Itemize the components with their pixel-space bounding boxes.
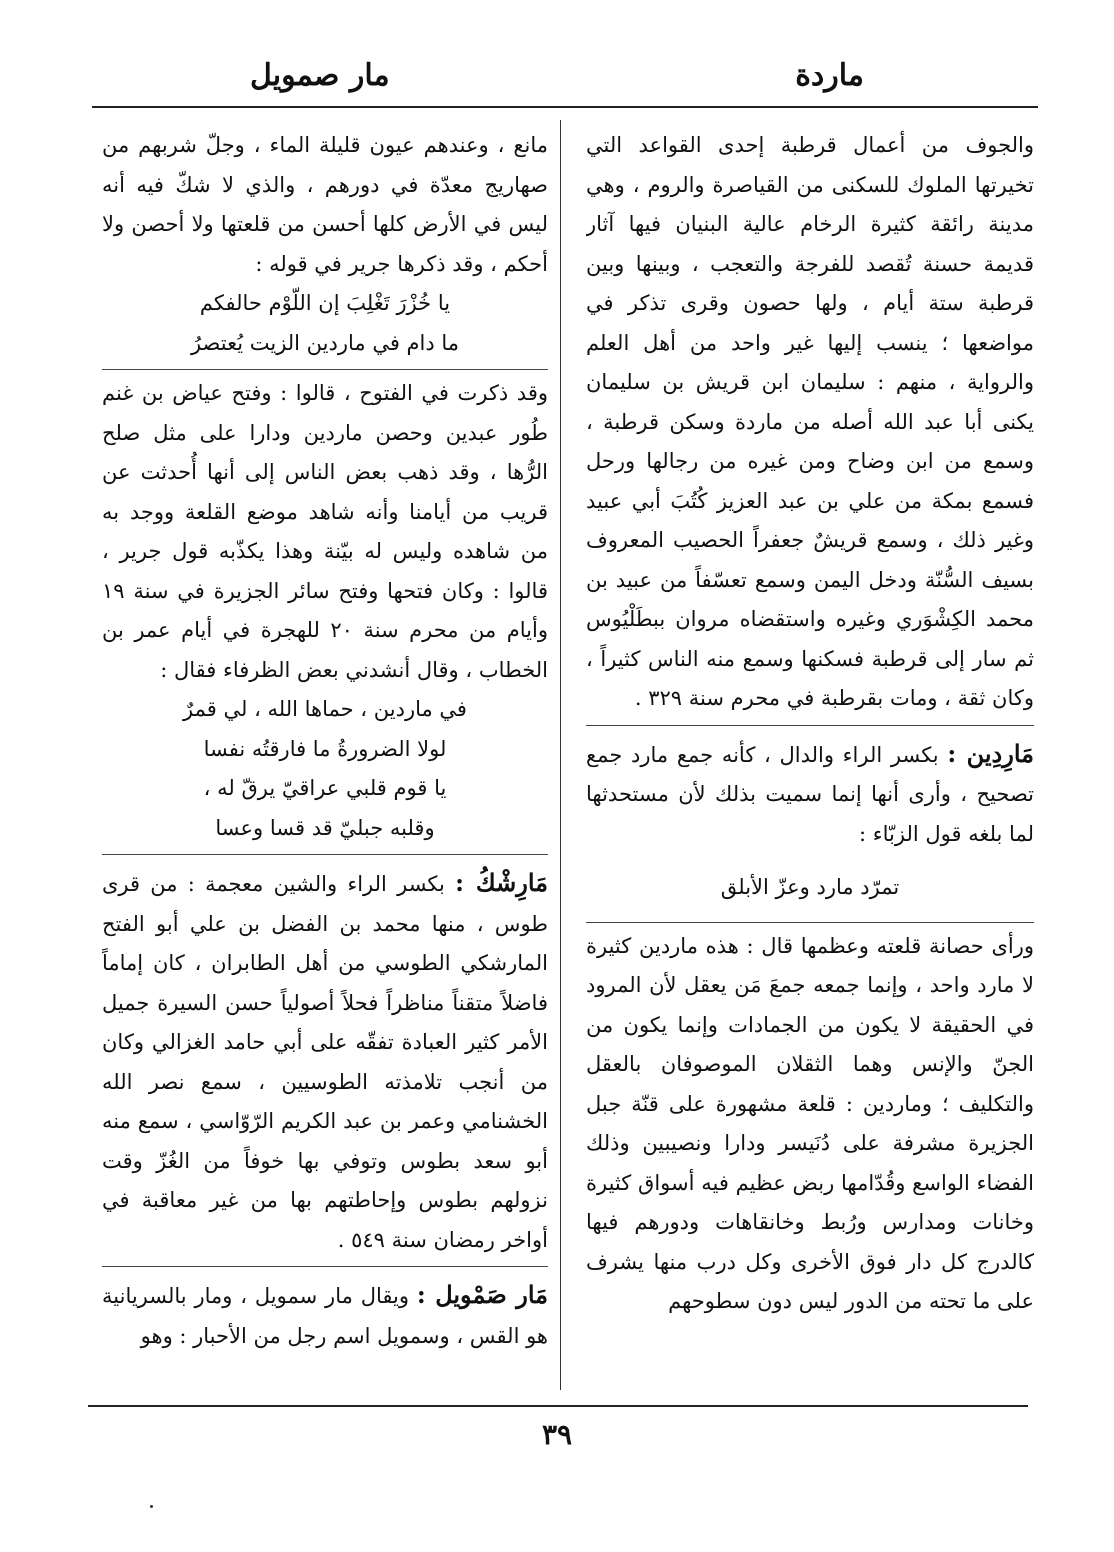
column-divider [560,120,561,1390]
paragraph: ورأى حصانة قلعته وعظمها قال : هذه ماردين كثيرة لا مارد واحد ، وإنما جمعه جمعَ مَن يعقل لأن المرود في الحقيقة لا يكون من الجمادات وإنما يكون من الجنّ والإنس وهما الثقلان الموصوفان بالعقل والتكليف ؛ وماردين : قلعة مشهورة على قنّة جبل الجزيرة مشرفة على دُنَيسر ودارا ونصيبين وذلك الفضاء الواسع وقُدّامها ربض عظيم فيه أسواق كثيرة وخانات ومدارس ورُبط وخانقاهات ودورهم فيها كالدرج كل دار فوق الأخرى وكل درب منها يشرف على ما تحته من الدور ليس دون سطوحهم [586,933,1034,1313]
verse-line: في ماردين ، حماها الله ، لي قمرٌ [183,697,467,721]
left-column [102,126,548,1396]
running-header-left: مار صمويل [250,58,390,93]
entry-headword: مَار صَمْويل : [416,1280,548,1309]
paragraph: والجوف من أعمال قرطبة إحدى القواعد التي تخيرتها الملوك للسكنى من القياصرة والروم ، وهي مدينة رائقة كثيرة الرخام عالية البنيان فيها آثار قديمة حسنة تُقصد للفرجة والتعجب ، وبينها وبين قرطبة ستة أيام ، ولها حصون وقرى تذكر في مواضعها ؛ ينسب إليها غير واحد من أهل العلم والرواية ، منهم : سليمان ابن قريش بن سليمان يكنى أبا عبد الله أصله من ماردة وسكن قرطبة ، وسمع من ابن وضاح ومن غيره من رجالها ورحل فسمع بمكة من علي بن عبد العزيز كُتُبَ أبي عبيد وغير ذلك ، وسمع قريشٌ جعفراً الحصيب المعروف بسيف السُّنّة ودخل اليمن وسمع تعسّفاً من عبيد بن محمد الكِشْوَري وغيره واستقضاه مروان ببطَلْيُوس ثم سار إلى قرطبة فسكنها وسمع منه الناس كثيراً ، وكان ثقة ، ومات بقرطبة في محرم سنة ٣٢٩ . [586,133,1034,710]
footer-rule [88,1405,1028,1407]
entry-marishk [102,863,548,1260]
entry-headword: مَارِدِين : [947,738,1034,768]
verse-line: تمرّد مارد وعزّ الأبلق [720,875,900,899]
entry-maridin [586,734,1034,855]
page-number: ٣٩ [541,1418,573,1451]
verse-line: وقلبه جبليّ قد قسا وعسا [215,815,435,840]
print-speck [150,1505,153,1508]
header-rule [92,106,1038,108]
verse-line: لولا الضرورةُ ما فارقتُه نفسا [203,736,447,761]
paragraph: مانع ، وعندهم عيون قليلة الماء ، وجلّ شربهم من صهاريج معدّة في دورهم ، والذي لا شكّ فيه أنه ليس في الأرض كلها أحسن من قلعتها ولا أحصن ولا أحكم ، وقد ذكرها جرير في قوله : [102,133,548,276]
entry-text: بكسر الراء والدال ، كأنه جمع مارد جمع تصحيح ، وأرى أنها إنما سميت بذلك لأن مستحدثها لما بلغه قول الزبّاء : [586,742,1034,846]
entry-separator [586,922,1034,923]
entry-separator [102,1266,548,1267]
entry-text: بكسر الراء والشين معجمة : من قرى طوس ، منها محمد بن الفضل بن علي أبو الفتح المارشكي الطوسي من أهل الطابران ، كان إماماً فاضلاً متقناً مناظراً فحلاً أصولياً حسن السيرة جميل الأمر كثير العبادة تفقّه على أبي حامد الغزالي وكان من أنجب تلامذته الطوسيين ، سمع نصر الله الخشنامي وعمر بن عبد الكريم الرّوّاسي ، سمع منه أبو سعد بطوس وتوفي بها خوفاً من الغُزّ وقت نزولهم بطوس وإحاطتهم بها من غير معاقبة في أواخر رمضان سنة ٥٤٩ . [102,872,548,1252]
paragraph: وقد ذكرت في الفتوح ، قالوا : وفتح عياض بن غنم طُور عبدين وحصن ماردين ودارا على مثل صلح الرُّها ، وقد ذهب بعض الناس إلى أنها أُحدثت عن قريب من أيامنا وأنه شاهد موضع القلعة ووجد به من شاهده وليس له بيّنة وهذا يكذّبه قول جرير ، قالوا : وكان فتحها وفتح سائر الجزيرة في سنة ١٩ وأيام من محرم سنة ٢٠ للهجرة في أيام عمر بن الخطاب ، وقال أنشدني بعض الظرفاء فقال : [102,381,548,682]
entry-separator [102,369,548,370]
entry-mar-samwil [102,1275,548,1356]
running-header-right: ماردة [795,58,864,93]
verse-line: ما دام في ماردين الزيت يُعتصرُ [190,330,460,355]
entry-headword: مَارِشْكُ : [455,868,548,897]
verse-line: يا خُزْرَ تَغْلِبَ إن اللّوْم حالفكم [199,291,451,315]
entry-separator [102,854,548,855]
right-column [586,126,1034,1396]
entry-text: ويقال مار سمويل ، ومار بالسريانية هو القس ، وسمويل اسم رجل من الأحبار : وهو [102,1284,548,1348]
entry-separator [586,725,1034,726]
verse-line: يا قوم قلبي عراقيّ يرقّ له ، [203,776,447,800]
